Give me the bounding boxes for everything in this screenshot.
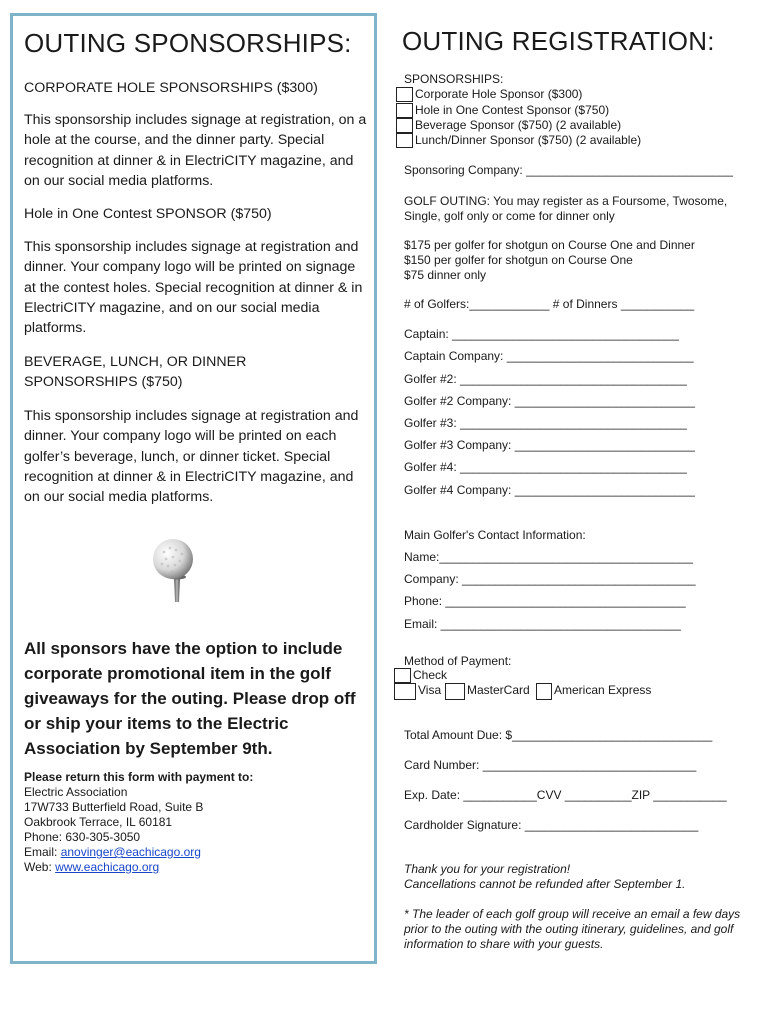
contact-name-field[interactable]: Name:______________________________________ bbox=[404, 550, 693, 564]
sponsorships-label: SPONSORSHIPS: bbox=[404, 72, 504, 86]
pay-mastercard-option[interactable]: MasterCard bbox=[445, 683, 530, 700]
leader-note: * The leader of each golf group will receive an email a few days prior to the outing with the outing itinerary, guidelines, and golf information to share with your guests. bbox=[404, 907, 741, 951]
sponsor-option-beverage[interactable]: Beverage Sponsor ($750) (2 available) bbox=[396, 118, 621, 133]
beverage-heading: BEVERAGE, LUNCH, OR DINNER SPONSORSHIPS ($750) bbox=[24, 354, 247, 391]
corporate-heading: CORPORATE HOLE SPONSORSHIPS ($300) bbox=[24, 80, 318, 96]
sponsoring-company-field[interactable]: Sponsoring Company: _______________________________ bbox=[404, 163, 733, 177]
registration-title: OUTING REGISTRATION: bbox=[402, 26, 715, 56]
contact-email-field[interactable]: Email: ____________________________________ bbox=[404, 617, 681, 631]
checkbox[interactable] bbox=[536, 683, 552, 700]
checkbox[interactable] bbox=[394, 683, 416, 700]
golfer3-field[interactable]: Golfer #3: __________________________________ bbox=[404, 416, 687, 430]
golfer2-company-field[interactable]: Golfer #2 Company: ___________________________ bbox=[404, 394, 695, 408]
sponsor-option-corporate[interactable]: Corporate Hole Sponsor ($300) bbox=[396, 87, 582, 102]
checkbox[interactable] bbox=[394, 668, 411, 683]
hio-heading: Hole in One Contest SPONSOR ($750) bbox=[24, 206, 272, 222]
exp-cvv-zip-field[interactable]: Exp. Date: ___________CVV __________ZIP ___________ bbox=[404, 788, 727, 802]
promo-note: All sponsors have the option to include corporate promotional item in the golf giveaways for the outing. Please drop off or ship your items to the Electric Association by September 9th. bbox=[24, 639, 356, 758]
email-link[interactable]: anovinger@eachicago.org bbox=[60, 845, 201, 859]
corporate-description: This sponsorship includes signage at registration, on a hole at the course, and the dinner party. Special recognition at dinner & in ElectriCITY magazine, and on our social media platforms. bbox=[24, 112, 367, 189]
total-due-field[interactable]: Total Amount Due: $______________________________ bbox=[404, 728, 713, 742]
pay-visa-option[interactable]: Visa bbox=[394, 683, 441, 700]
price-golf-only: $150 per golfer for shotgun on Course One bbox=[404, 253, 633, 267]
checkbox[interactable] bbox=[396, 118, 413, 133]
sponsor-option-lunch-dinner[interactable]: Lunch/Dinner Sponsor ($750) (2 available) bbox=[396, 133, 641, 148]
web-label: Web: bbox=[24, 860, 56, 874]
signature-field[interactable]: Cardholder Signature: __________________________ bbox=[404, 818, 699, 832]
beverage-description: This sponsorship includes signage at registration and dinner. Your company logo will be printed on each golfer’s beverage, lunch, or dinner ticket. Special recognition at dinner & in ElectriCITY magazine, and on our social media platforms. bbox=[24, 408, 359, 506]
num-golfers-field[interactable]: # of Golfers:____________ # of Dinners ___________ bbox=[404, 297, 695, 311]
thanks-line: Thank you for your registration! bbox=[404, 862, 571, 876]
sponsorships-title: OUTING SPONSORSHIPS: bbox=[24, 28, 352, 58]
golf-outing-info: GOLF OUTING: You may register as a Foursome, Twosome, Single, golf only or come for dinner only bbox=[404, 194, 728, 223]
checkbox[interactable] bbox=[396, 87, 413, 102]
web-link[interactable]: www.eachicago.org bbox=[55, 860, 160, 874]
sponsor-option-hole-in-one[interactable]: Hole in One Contest Sponsor ($750) bbox=[396, 103, 609, 118]
pay-check-option[interactable]: Check bbox=[394, 668, 447, 683]
golfer4-field[interactable]: Golfer #4: __________________________________ bbox=[404, 460, 687, 474]
cancellation-note: Cancellations cannot be refunded after September 1. bbox=[404, 877, 686, 891]
contact-company-field[interactable]: Company: ___________________________________ bbox=[404, 572, 696, 586]
captain-company-field[interactable]: Captain Company: ____________________________ bbox=[404, 349, 694, 363]
card-number-field[interactable]: Card Number: ________________________________ bbox=[404, 758, 697, 772]
price-foursome: $175 per golfer for shotgun on Course One and Dinner bbox=[404, 238, 695, 252]
email-label: Email: bbox=[24, 845, 61, 859]
hio-description: This sponsorship includes signage at registration and dinner. Your company logo will be printed on signage at the contest holes. Special recognition at dinner & in ElectriCITY magazine, and on our social media platforms. bbox=[24, 239, 363, 337]
checkbox[interactable] bbox=[445, 683, 465, 700]
golf-ball-icon bbox=[146, 538, 208, 604]
golfer4-company-field[interactable]: Golfer #4 Company: ___________________________ bbox=[404, 483, 695, 497]
golfer2-field[interactable]: Golfer #2: __________________________________ bbox=[404, 372, 687, 386]
checkbox[interactable] bbox=[396, 133, 413, 148]
contact-heading: Main Golfer's Contact Information: bbox=[404, 528, 586, 542]
phone: Phone: 630-305-3050 bbox=[24, 830, 141, 844]
checkbox[interactable] bbox=[396, 103, 413, 118]
return-heading: Please return this form with payment to: bbox=[24, 770, 254, 784]
org-name: Electric Association bbox=[24, 785, 128, 799]
captain-field[interactable]: Captain: __________________________________ bbox=[404, 327, 679, 341]
address-line-1: 17W733 Butterfield Road, Suite B bbox=[24, 800, 204, 814]
contact-phone-field[interactable]: Phone: ____________________________________ bbox=[404, 594, 686, 608]
pay-amex-option[interactable]: American Express bbox=[536, 683, 651, 700]
payment-label: Method of Payment: bbox=[404, 654, 512, 668]
address-line-2: Oakbrook Terrace, IL 60181 bbox=[24, 815, 173, 829]
price-dinner-only: $75 dinner only bbox=[404, 268, 487, 282]
return-address bbox=[24, 770, 364, 875]
golfer3-company-field[interactable]: Golfer #3 Company: ___________________________ bbox=[404, 438, 695, 452]
